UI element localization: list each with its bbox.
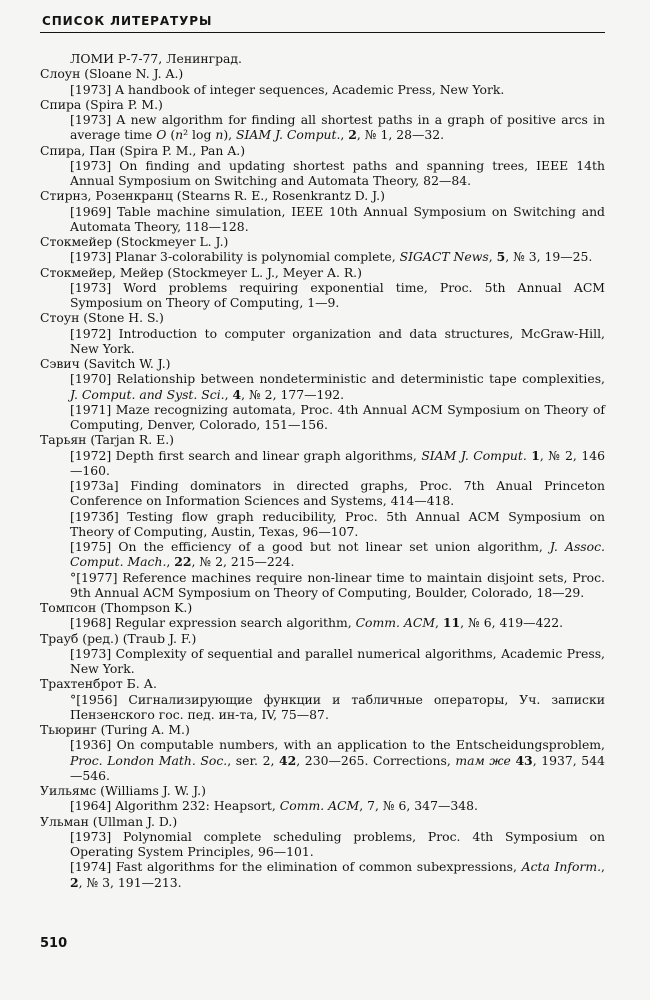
entry-author: Стирнз, Розенкранц (Stearns R. E., Rosenkrantz D. J.) [40,188,385,204]
reference-text: , [435,615,443,631]
reference-text: , [166,554,175,570]
entry-author: Стокмейер (Stockmeyer L. J.) [40,234,229,249]
entry-author: Спира (Spira P. M.) [40,96,163,112]
reference-text: [1973] Planar 3-colorability is polynomial complete, [70,249,400,265]
running-header: СПИСОК ЛИТЕРАТУРЫ [40,14,605,33]
bibliography-entry [40,265,605,311]
reference-text: , 7, № 6, 347—348. [359,798,478,814]
entry-author: Тарьян (Tarjan R. E.) [40,432,174,448]
reference-text: , [340,127,349,143]
entry-reference [40,615,605,630]
bibliography-entry [40,432,605,600]
entry-reference [40,280,605,311]
reference-text: , № 2, 177—192. [241,386,345,402]
entry-reference [40,829,605,860]
entry-author: Трахтенброт Б. А. [40,676,157,692]
entry-reference [40,692,605,723]
bibliography-entry [40,631,605,677]
page-number: 510 [40,936,68,951]
reference-text: [1969] Table machine simulation, IEEE 10th Annual Symposium on Switching and Automata Theory, 118—128. [70,203,605,234]
reference-volume: 22 [174,554,192,570]
entry-author: Спира, Пан (Spira P. M., Pan A.) [40,142,246,158]
reference-italic: SIAM J. Comput. [236,127,341,143]
entry-reference [40,326,605,357]
reference-text: ( [166,127,176,143]
bibliography-entry [40,783,605,814]
entry-reference [40,539,605,570]
reference-italic: Comm. ACM [355,615,436,631]
reference-text: °[1977] Reference machines require non-linear time to maintain disjoint sets, Proc. 9th Annual ACM Symposium on Theory of Computing, Boulder, Colorado, 18—29. [70,569,605,600]
entry-reference [40,737,605,783]
continued-reference: ЛОМИ Р-7-77, Ленинград. [70,51,242,66]
reference-text: [1974] Fast algorithms for the elimination of common subexpressions, [70,859,522,875]
reference-italic: J. Assoc. Comput. Mach. [70,539,605,570]
entry-reference [40,204,605,235]
entry-reference [40,112,605,143]
reference-text: , № 6, 419—422. [460,615,564,631]
entry-reference [40,509,605,540]
reference-italic: n [175,127,184,143]
reference-volume: 1 [531,447,540,463]
reference-italic: O [156,127,167,143]
bibliography-entry [40,600,605,631]
bibliography-entry [40,722,605,783]
reference-text: [1968] Regular expression search algorithm, [70,615,356,631]
page [40,14,605,890]
entry-author: Слоун (Sloane N. J. A.) [40,66,184,82]
entry-reference [40,158,605,189]
entry-reference [40,448,605,479]
entry-author: Стокмейер, Мейер (Stockmeyer L. J., Meyer A. R.) [40,264,362,280]
bibliography-entry [40,356,605,432]
reference-text: , [601,859,605,875]
entry-author: Стоун (Stone H. S.) [40,310,164,326]
reference-text: [1973] A handbook of integer sequences, Academic Press, New York. [70,81,505,97]
reference-italic: Comm. ACM [279,798,360,814]
reference-volume: 42 [279,752,297,768]
reference-text: , 1937, 544—546. [70,752,605,783]
reference-italic: SIGACT News [399,249,489,265]
entry-author: Томпсон (Thompson K.) [40,600,193,615]
bibliography-entry [40,814,605,890]
reference-text: [1964] Algorithm 232: Heapsort, [70,798,280,814]
reference-text: [1973] Word problems requiring exponential time, Proc. 5th Annual ACM Symposium on Theory of Computing, 1—9. [70,279,605,310]
entry-reference [40,402,605,433]
reference-volume: 2 [348,127,357,143]
reference-text: , № 3, 191—213. [78,874,182,890]
reference-italic: Proc. London Math. Soc. [70,752,228,768]
reference-text: [1975] On the efficiency of a good but not linear set union algorithm, [70,539,550,554]
reference-text: [1973a] Finding dominators in directed graphs, Proc. 7th Anual Princeton Conference on Information Sciences and Systems, 414—418. [70,478,605,509]
entries-container [40,66,605,890]
reference-text: [1973] Polynomial complete scheduling problems, Proc. 4th Symposium on Operating System Principles, 96—101. [70,828,605,859]
reference-text: , 230—265. Corrections, [296,752,456,768]
bibliography-entry [40,143,605,189]
reference-text: [1973б] Testing flow graph reducibility, Proc. 5th Annual ACM Symposium on Theory of Computing, Austin, Texas, 96—107. [70,508,605,539]
entry-author: Тьюринг (Turing A. M.) [40,722,190,737]
reference-text: , [224,386,233,402]
reference-text: , [488,249,497,265]
reference-text: [1972] Introduction to computer organization and data structures, McGraw-Hill, New York. [70,325,605,356]
bibliography-entry [40,676,605,722]
entry-reference [40,798,605,813]
entry-author: Трауб (ред.) (Traub J. F.) [40,630,197,646]
reference-volume: 2 [70,874,79,890]
entry-reference [40,82,605,97]
reference-text: , № 1, 28—32. [356,127,445,143]
reference-italic: Acta Inform. [521,859,602,875]
entry-author: Ульман (Ullman J. D.) [40,813,178,829]
entry-reference [40,859,605,890]
reference-text: [1972] Depth first search and linear graph algorithms, [70,447,422,463]
reference-text: [1970] Relationship between nondeterministic and deterministic tape complexities, [70,371,605,387]
bibliography-entry [40,310,605,356]
reference-text: , № 2, 215—224. [191,554,295,570]
reference-text: [1936] On computable numbers, with an application to the Entscheidungsproblem, [70,737,605,753]
reference-text: °[1956] Сигнализирующие функции и табличные операторы, Уч. записки Пензенского гос. пед. ин-та, IV, 75—87. [70,691,605,722]
entry-reference [40,570,605,601]
reference-text: [1973] On finding and updating shortest paths and spanning trees, IEEE 14th Annual Symposium on Switching and Automata Theory, 82—84. [70,157,605,188]
bibliography-list [40,51,605,890]
reference-text: ² log [183,127,216,143]
reference-text: [1971] Maze recognizing automata, Proc. 4th Annual ACM Symposium on Theory of Computing, Denver, Colorado, 151—156. [70,401,605,432]
reference-volume: 11 [442,615,461,631]
reference-text: , № 3, 19—25. [505,249,593,265]
reference-italic: J. Comput. and Syst. Sci. [70,386,225,402]
reference-volume: 5 [496,249,506,265]
entry-reference [40,371,605,402]
entry-reference [40,646,605,677]
bibliography-entry [40,97,605,143]
bibliography-entry [40,188,605,234]
reference-text: ), [223,127,237,143]
reference-italic: n [215,127,224,143]
reference-volume: 4 [232,386,242,402]
entry-author: Уильямс (Williams J. W. J.) [40,783,206,798]
entry-author: Сэвич (Savitch W. J.) [40,356,171,371]
reference-text: [1973] A new algorithm for finding all shortest paths in a graph of positive arcs in average time [70,112,605,143]
bibliography-entry [40,234,605,265]
reference-text: , ser. 2, [227,752,280,768]
entry-reference [40,249,605,264]
entry-reference [40,478,605,509]
reference-text: [1973] Complexity of sequential and parallel numerical algorithms, Academic Press, New York. [70,645,605,676]
reference-italic: там же [455,752,511,768]
reference-volume: 43 [515,752,533,768]
reference-text: , № 2, 146—160. [70,447,606,478]
reference-italic: SIAM J. Comput. [421,447,527,463]
bibliography-entry [40,66,605,97]
